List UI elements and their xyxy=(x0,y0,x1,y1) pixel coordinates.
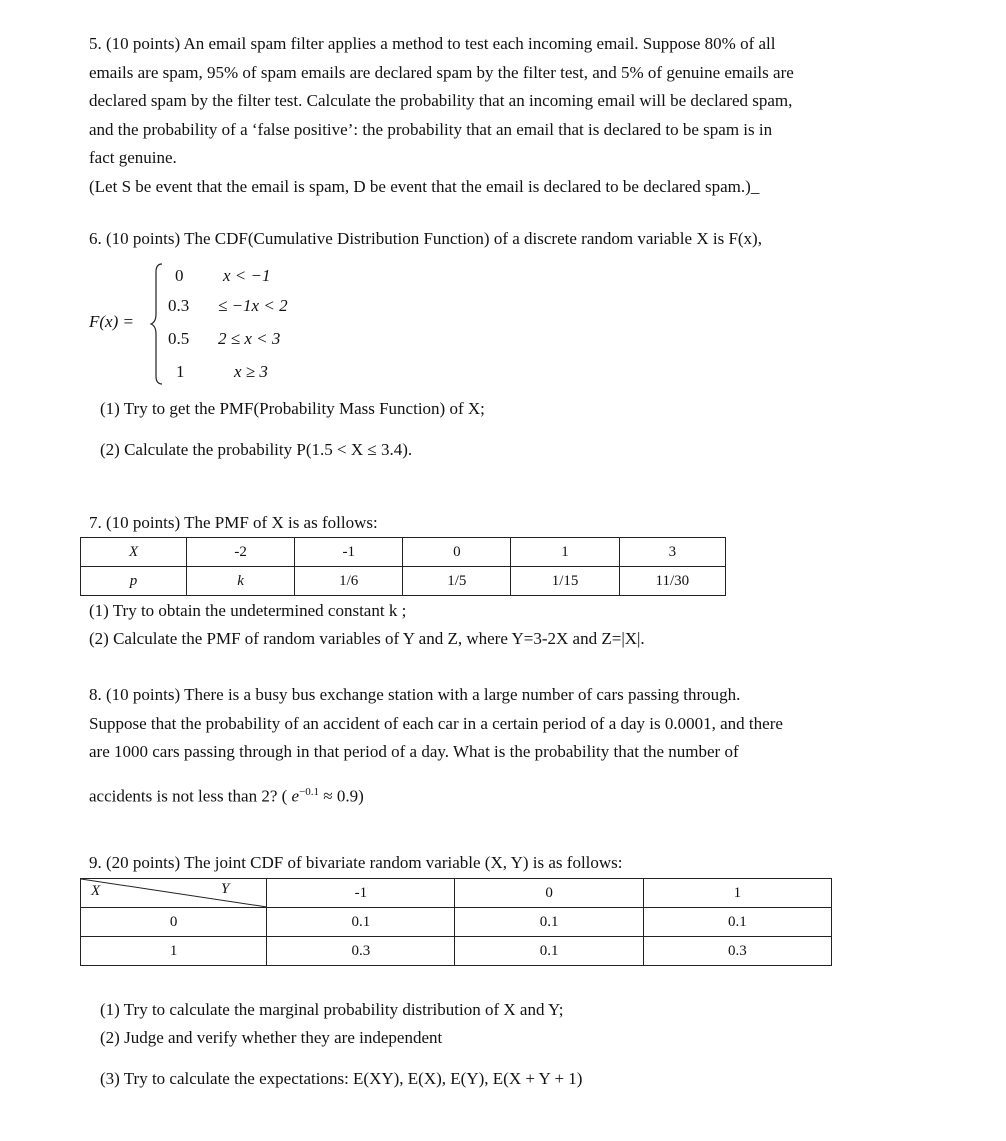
table-cell: 1/15 xyxy=(511,567,619,596)
q7-header: 7. (10 points) The PMF of X is as follows: xyxy=(89,513,378,532)
q5-line: emails are spam, 95% of spam emails are declared spam by the filter test, and 5% of genuine emails are xyxy=(89,62,794,82)
table-cell: 0 xyxy=(81,908,267,937)
table-cell: 0.3 xyxy=(267,937,455,966)
table-row xyxy=(81,567,726,596)
e-exponent: −0.1 xyxy=(299,786,320,798)
q9-header: 9. (20 points) The joint CDF of bivariate random variable (X, Y) is as follows: xyxy=(89,853,623,872)
table-cell: 1 xyxy=(81,937,267,966)
table-cell: p xyxy=(81,567,187,596)
corner-x-label: X xyxy=(91,883,101,899)
table-cell: -1 xyxy=(295,538,403,567)
table-cell: 0.1 xyxy=(455,937,643,966)
q6-header: 6. (10 points) The CDF(Cumulative Distribution Function) of a discrete random variable X is F(x), xyxy=(89,229,762,248)
table-cell: 1/5 xyxy=(403,567,511,596)
q5-line: and the probability of a ‘false positive’: the probability that an email that is declared to be spam is in xyxy=(89,119,773,139)
q5-line: 5. (10 points) An email spam filter applies a method to test each incoming email. Suppose 80% of all xyxy=(89,34,776,53)
fx-label: F(x) = xyxy=(89,312,134,331)
table-cell: 11/30 xyxy=(619,567,725,596)
q9-item-1: (1) Try to calculate the marginal probability distribution of X and Y; xyxy=(100,1000,564,1019)
q8-line: are 1000 cars passing through in that period of a day. What is the probability that the number of xyxy=(89,742,739,761)
case-row: 0 x < −1 xyxy=(175,266,271,285)
q5-line: fact genuine. xyxy=(89,148,177,167)
table-cell: 0.1 xyxy=(643,908,831,937)
table-cell: -1 xyxy=(267,879,455,908)
corner-y-label: Y xyxy=(221,881,230,897)
corner-cell xyxy=(81,879,267,908)
case-row: 1 x ≥ 3 xyxy=(176,362,268,381)
table-cell: 1/6 xyxy=(295,567,403,596)
table-cell: 0.3 xyxy=(643,937,831,966)
question-8 xyxy=(89,681,889,767)
q6-item-1: (1) Try to get the PMF(Probability Mass Function) of X; xyxy=(100,399,485,418)
q5-line: (Let S be event that the email is spam, D be event that the email is declared to be declared spam.)_ xyxy=(89,176,760,196)
q6-item-2: (2) Calculate the probability P(1.5 < X ≤ 3.4). xyxy=(100,440,413,459)
table-cell: 0.1 xyxy=(267,908,455,937)
q7-item-1: (1) Try to obtain the undetermined constant k ; xyxy=(89,601,407,620)
table-row xyxy=(81,937,832,966)
table-cell: 0 xyxy=(403,538,511,567)
table-row xyxy=(81,879,832,908)
q9-item-2: (2) Judge and verify whether they are independent xyxy=(100,1028,443,1047)
case-row: 0.3 ≤ −1x < 2 xyxy=(168,296,288,315)
table-cell: X xyxy=(81,538,187,567)
q8-line: Suppose that the probability of an accident of each car in a certain period of a day is 0.0001, and there xyxy=(89,713,783,733)
q5-line: declared spam by the filter test. Calculate the probability that an incoming email will be declared spam, xyxy=(89,91,793,110)
table-cell: 3 xyxy=(619,538,725,567)
e-base: e xyxy=(291,786,300,806)
table-cell: 0 xyxy=(455,879,643,908)
table-row xyxy=(81,908,832,937)
table-cell: -2 xyxy=(187,538,295,567)
question-5 xyxy=(89,30,889,201)
table-row xyxy=(81,538,726,567)
q7-item-2: (2) Calculate the PMF of random variables of Y and Z, where Y=3-2X and Z=|X|. xyxy=(89,629,645,648)
q8-line: 8. (10 points) There is a busy bus exchange station with a large number of cars passing through. xyxy=(89,685,741,704)
case-row: 0.5 2 ≤ x < 3 xyxy=(168,329,281,348)
table-cell: 0.1 xyxy=(455,908,643,937)
q9-item-3: (3) Try to calculate the expectations: E(XY), E(X), E(Y), E(X + Y + 1) xyxy=(100,1069,583,1088)
joint-cdf-table xyxy=(80,878,832,966)
table-cell: 1 xyxy=(643,879,831,908)
table-cell: k xyxy=(187,567,295,596)
table-cell: 1 xyxy=(511,538,619,567)
pmf-table xyxy=(80,537,726,596)
q8-last-line: accidents is not less than 2? ( $e^{-0.1} \approx 0.9$) xyxy=(89,786,364,806)
